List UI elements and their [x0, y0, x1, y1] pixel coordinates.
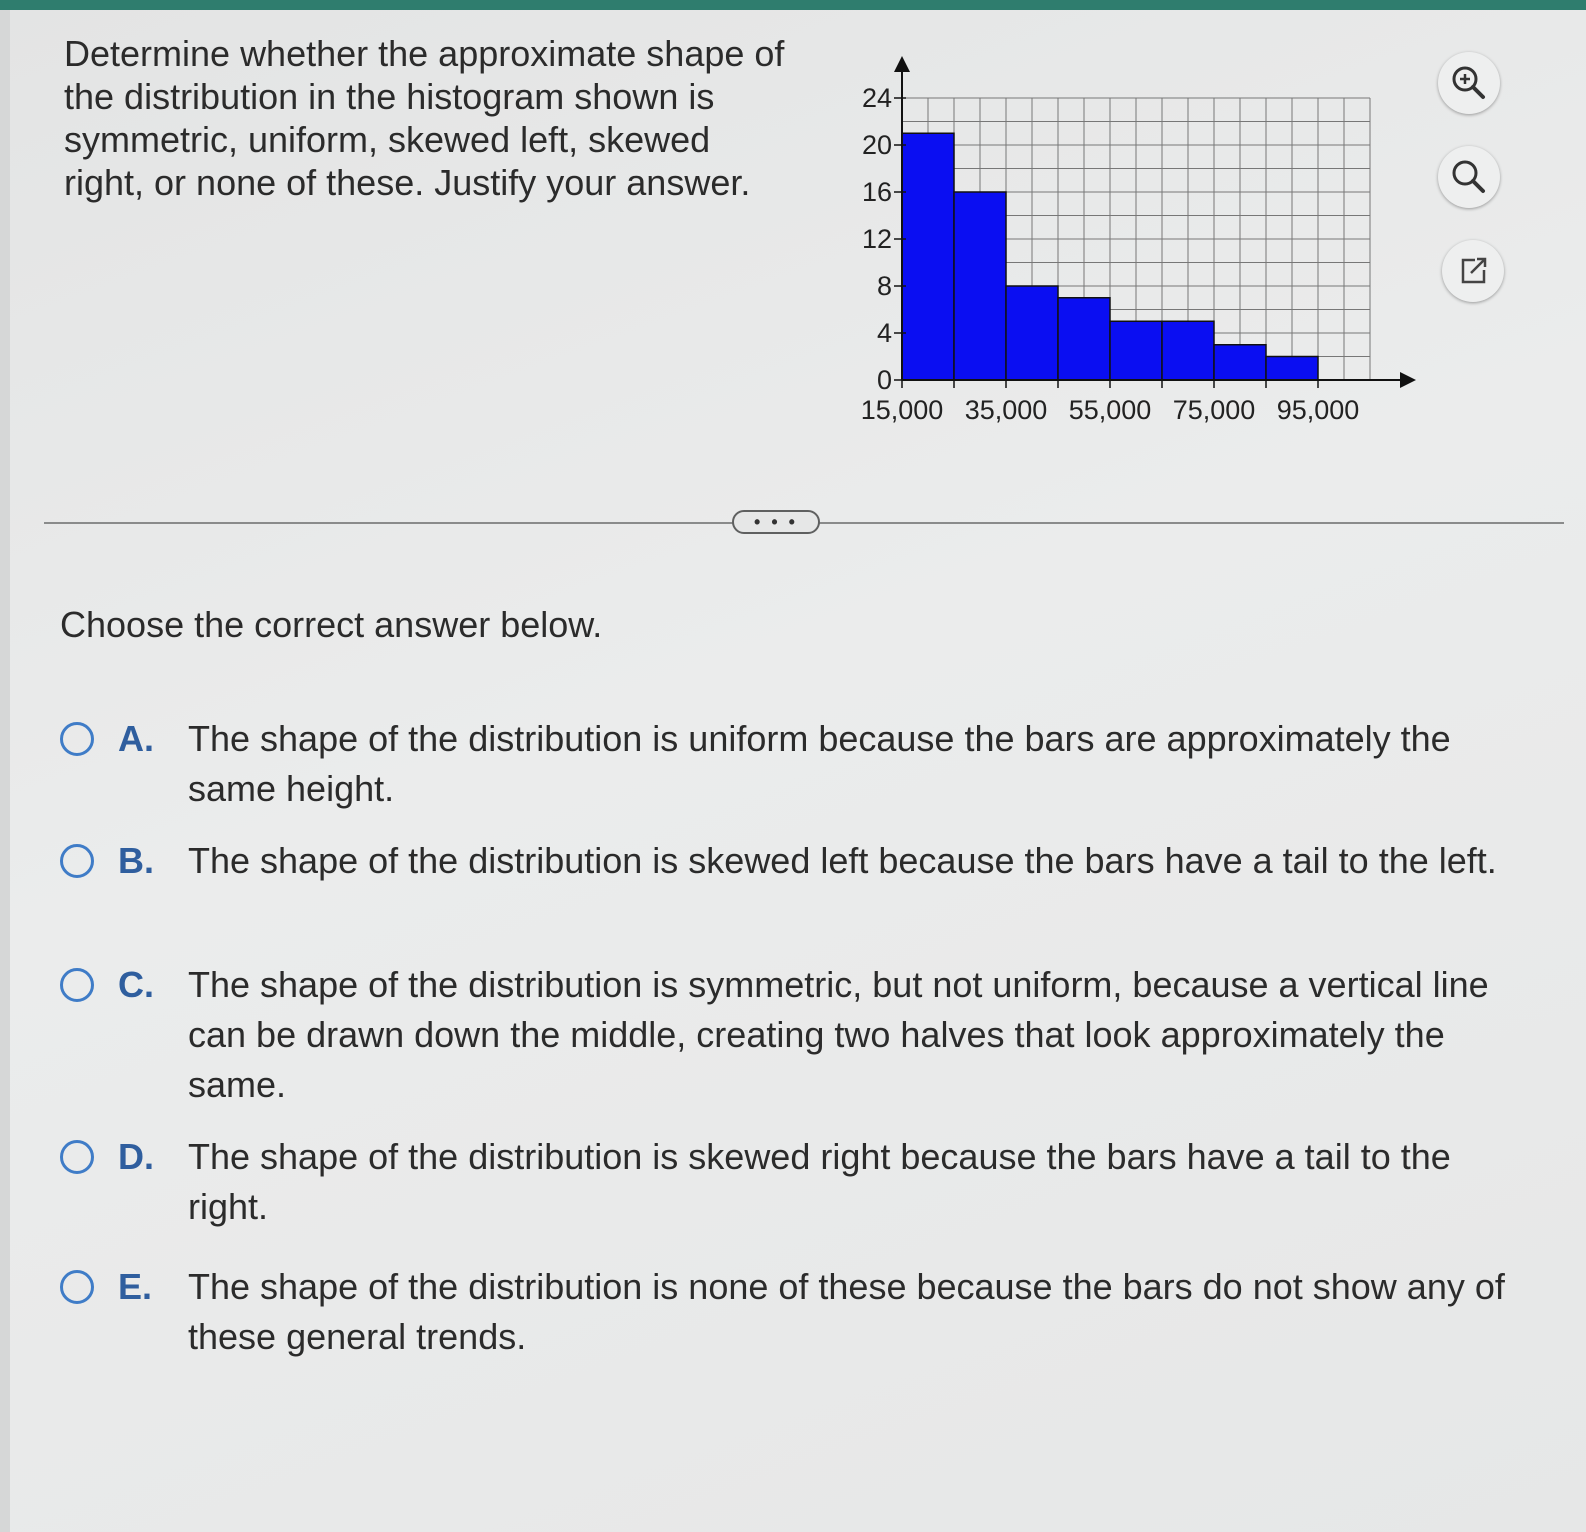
external-link-icon — [1453, 251, 1493, 291]
option-letter: C. — [118, 964, 154, 1005]
x-tick-label: 75,000 — [1172, 395, 1256, 425]
option-text: The shape of the distribution is skewed left because the bars have a tail to the left. — [188, 840, 1497, 881]
histogram-bar — [1266, 357, 1318, 381]
y-tick-labels — [862, 83, 906, 395]
left-edge — [0, 10, 10, 1532]
x-tick-labels — [861, 380, 1360, 425]
histogram-bar — [1006, 286, 1058, 380]
histogram-chart — [840, 44, 1430, 444]
x-tick-label: 55,000 — [1068, 395, 1152, 425]
histogram-bar — [1110, 321, 1162, 380]
y-axis-arrow — [894, 56, 910, 72]
option-text: The shape of the distribution is symmetric, but not uniform, because a vertical line can be drawn down the middle, creating two halves that look approximately the same. — [188, 964, 1489, 1105]
histogram-bar — [1214, 345, 1266, 380]
x-tick-label: 95,000 — [1276, 395, 1360, 425]
option-letter: B. — [118, 840, 154, 881]
radio-e[interactable] — [60, 1270, 94, 1304]
option-letter: D. — [118, 1136, 154, 1177]
histogram-bar — [1162, 321, 1214, 380]
y-tick-label: 12 — [861, 224, 892, 254]
radio-b[interactable] — [60, 844, 94, 878]
answer-prompt: Choose the correct answer below. — [60, 604, 603, 645]
option-text: The shape of the distribution is uniform because the bars are approximately the same height. — [188, 718, 1451, 809]
option-letter: A. — [118, 718, 154, 759]
x-axis-arrow — [1400, 372, 1416, 388]
radio-c[interactable] — [60, 968, 94, 1002]
zoom-in-button[interactable] — [1438, 52, 1500, 114]
option-text: The shape of the distribution is skewed right because the bars have a tail to the right. — [188, 1136, 1451, 1227]
histogram-bar — [954, 192, 1006, 380]
x-tick-label: 35,000 — [964, 395, 1048, 425]
x-tick-label: 15,000 — [860, 395, 944, 425]
zoom-out-button[interactable] — [1438, 146, 1500, 208]
option-letter: E. — [118, 1266, 153, 1307]
zoom-out-icon — [1447, 155, 1491, 199]
expand-button[interactable]: • • • — [732, 510, 820, 534]
y-tick-label: 20 — [861, 130, 892, 160]
y-tick-label: 4 — [876, 318, 892, 348]
y-tick-label: 16 — [861, 177, 892, 207]
histogram-bar — [1058, 298, 1110, 380]
zoom-in-icon — [1447, 61, 1491, 105]
histogram-bar — [902, 133, 954, 380]
radio-a[interactable] — [60, 722, 94, 756]
option-text: The shape of the distribution is none of these because the bars do not show any of these general trends. — [188, 1266, 1505, 1357]
y-tick-label: 0 — [876, 365, 892, 395]
y-tick-label: 8 — [876, 271, 892, 301]
top-bar — [0, 0, 1586, 10]
radio-d[interactable] — [60, 1140, 94, 1174]
popout-button[interactable] — [1442, 240, 1504, 302]
y-tick-label: 24 — [861, 83, 892, 113]
question-text: Determine whether the approximate shape of the distribution in the histogram shown is symmetric, uniform, skewed left, skewed right, or none of these. Justify your answer. — [64, 33, 785, 203]
